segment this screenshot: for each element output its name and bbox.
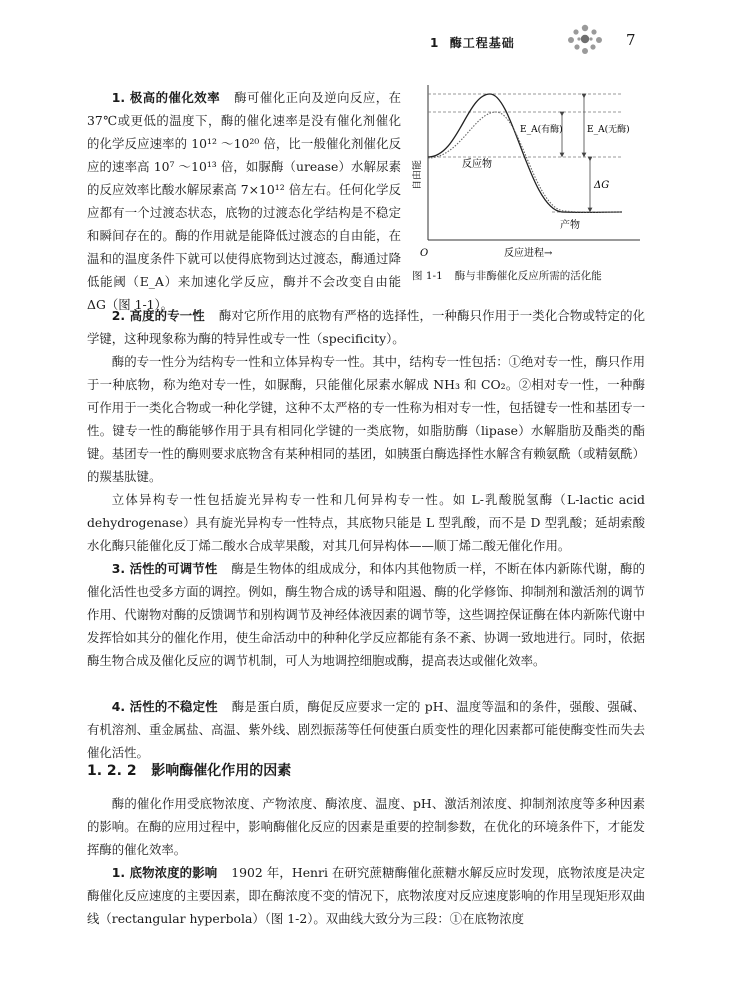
paragraph-specificity xyxy=(87,304,645,350)
reactant-label: 反应物 xyxy=(462,159,492,170)
paragraph-instability xyxy=(87,695,645,764)
keyword-instability: 4. 活性的不稳定性 xyxy=(111,699,218,714)
x-axis-label: 反应进程→ xyxy=(504,248,553,259)
paragraph-influencing-factors: 酶的催化作用受底物浓度、产物浓度、酶浓度、温度、pH、激活剂浓度、抑制剂浓度等多种因素的影响。在酶的应用过程中，影响酶催化反应的因素是重要的控制参数，在优化的环境条件下，才能发挥酶的催化效率。 xyxy=(87,796,645,857)
paragraph-regulation xyxy=(87,557,645,672)
keyword-specificity: 2. 高度的专一性 xyxy=(111,308,205,323)
running-header-chapter xyxy=(430,34,515,51)
paragraph-regulation-text: 酶是生物体的组成成分，和体内其他物质一样，不断在体内新陈代谢，酶的催化活性也受多方面的调控。例如，酶生物合成的诱导和阻遏、酶的化学修饰、抑制剂和激活剂的调节作用、代谢物对酶的反馈调节和别构调节及神经体液因素的调节等，这些调控保证酶在体内新陈代谢中发挥恰如其分的催化作用，使生命活动中的种种化学反应都能有条不紊、协调一致地进行。同时，依据酶生物合成及催化反应的调节机制，可人为地调控细胞或酶，提高表达或催化效率。 xyxy=(87,561,645,668)
paragraph-high-efficiency xyxy=(87,86,401,316)
section-heading xyxy=(87,760,291,780)
delta-g-label: ΔG xyxy=(594,180,610,191)
paragraph-stereo-specificity: 立体异构专一性包括旋光异构专一性和几何异构专一性。如 L-乳酸脱氢酶（L-lactic acid dehydrogenase）具有旋光异构专一性特点，其底物只能是 L 型乳酸，而不是 D 型乳酸；延胡索酸水化酶只能催化反丁烯二酸水合成苹果酸，对其几何异构体——顺丁烯二酸无催化作用。 xyxy=(87,492,645,553)
keyword-substrate-concentration: 1. 底物浓度的影响 xyxy=(111,865,218,880)
page-number: 7 xyxy=(626,31,636,49)
origin-label: O xyxy=(420,248,429,259)
section-title: 影响酶催化作用的因素 xyxy=(151,763,292,779)
paragraph-structural-specificity: 酶的专一性分为结构专一性和立体异构专一性。其中，结构专一性包括：①绝对专一性，酶只作用于一种底物，称为绝对专一性，如脲酶，只能催化尿素水解成 NH₃ 和 CO₂。②相对专一性，一种酶可作用于一类化合物或一种化学键，这种不太严格的专一性称为相对专一性，包括键专一性和基团专一性。键专一性的酶能够作用于具有相同化学键的一类底物，如脂肪酶（lipase）水解脂肪及酯类的酯键。基团专一性的酶则要求底物含有某种相同的基团，如胰蛋白酶选择性水解含有赖氨酰（或精氨酰）的羰基肽键。 xyxy=(87,354,645,484)
paragraph-substrate-concentration xyxy=(87,861,645,930)
paragraph-high-efficiency-text: 酶可催化正向及逆向反应，在 37℃或更低的温度下，酶的催化速率是没有催化剂催化的化学反应速率的 10¹² ～10²⁰ 倍，比一般催化剂催化反应的速率高 10⁷ ～10¹³ 倍，如脲酶（urease）水解尿素的反应效率比酸水解尿素高 7×10¹² 倍左右。任何化学反应都有一个过渡态状态，底物的过渡态化学结构是不稳定和瞬间存在的。酶的作用就是能降低过渡态的自由能，在温和的温度条件下就可以使得底物到达过渡态，酶通过降低能阈（E_A）来加速化学反应，酶并不会改变自由能 ΔG（图 1-1）。 xyxy=(87,90,401,312)
activation-energy-diagram xyxy=(412,80,644,260)
section-number: 1. 2. 2 xyxy=(87,763,137,779)
figure-caption xyxy=(412,268,602,283)
y-axis-label: 自由能 xyxy=(412,160,423,190)
chapter-title: 酶工程基础 xyxy=(449,36,515,50)
figure-caption-number: 图 1-1 xyxy=(412,270,443,282)
paragraph-instability-text: 酶是蛋白质，酶促反应要求一定的 pH、温度等温和的条件，强酸、强碱、有机溶剂、重金属盐、高温、紫外线、剧烈振荡等任何使蛋白质变性的理化因素都可能使酶变性而失去催化活性。 xyxy=(87,699,645,760)
product-label: 产物 xyxy=(560,220,580,231)
running-header xyxy=(0,28,729,52)
molecule-ornament-icon xyxy=(565,22,605,56)
keyword-regulation: 3. 活性的可调节性 xyxy=(111,561,218,576)
chapter-number: 1 xyxy=(430,36,440,50)
keyword-high-efficiency: 1. 极高的催化效率 xyxy=(111,90,221,105)
figure-activation-energy xyxy=(412,80,644,292)
paragraph-substrate-concentration-text: 1902 年，Henri 在研究蔗糖酶催化蔗糖水解反应时发现，底物浓度是决定酶催化反应速度的主要因素，即在酶浓度不变的情况下，底物浓度对反应速度影响的作用呈现矩形双曲线（rectangular hyperbola）（图 1-2）。双曲线大致分为三段：①在底物浓度 xyxy=(87,865,645,926)
ea-enzyme-label: E_A(有酶) xyxy=(520,125,563,135)
paragraph-specificity-text: 酶对它所作用的底物有严格的选择性，一种酶只作用于一类化合物或特定的化学键，这种现象称为酶的特异性或专一性（specificity）。 xyxy=(87,308,645,346)
figure-caption-text: 酶与非酶催化反应所需的活化能 xyxy=(454,270,602,282)
ea-no-enzyme-label: E_A(无酶) xyxy=(587,125,630,135)
